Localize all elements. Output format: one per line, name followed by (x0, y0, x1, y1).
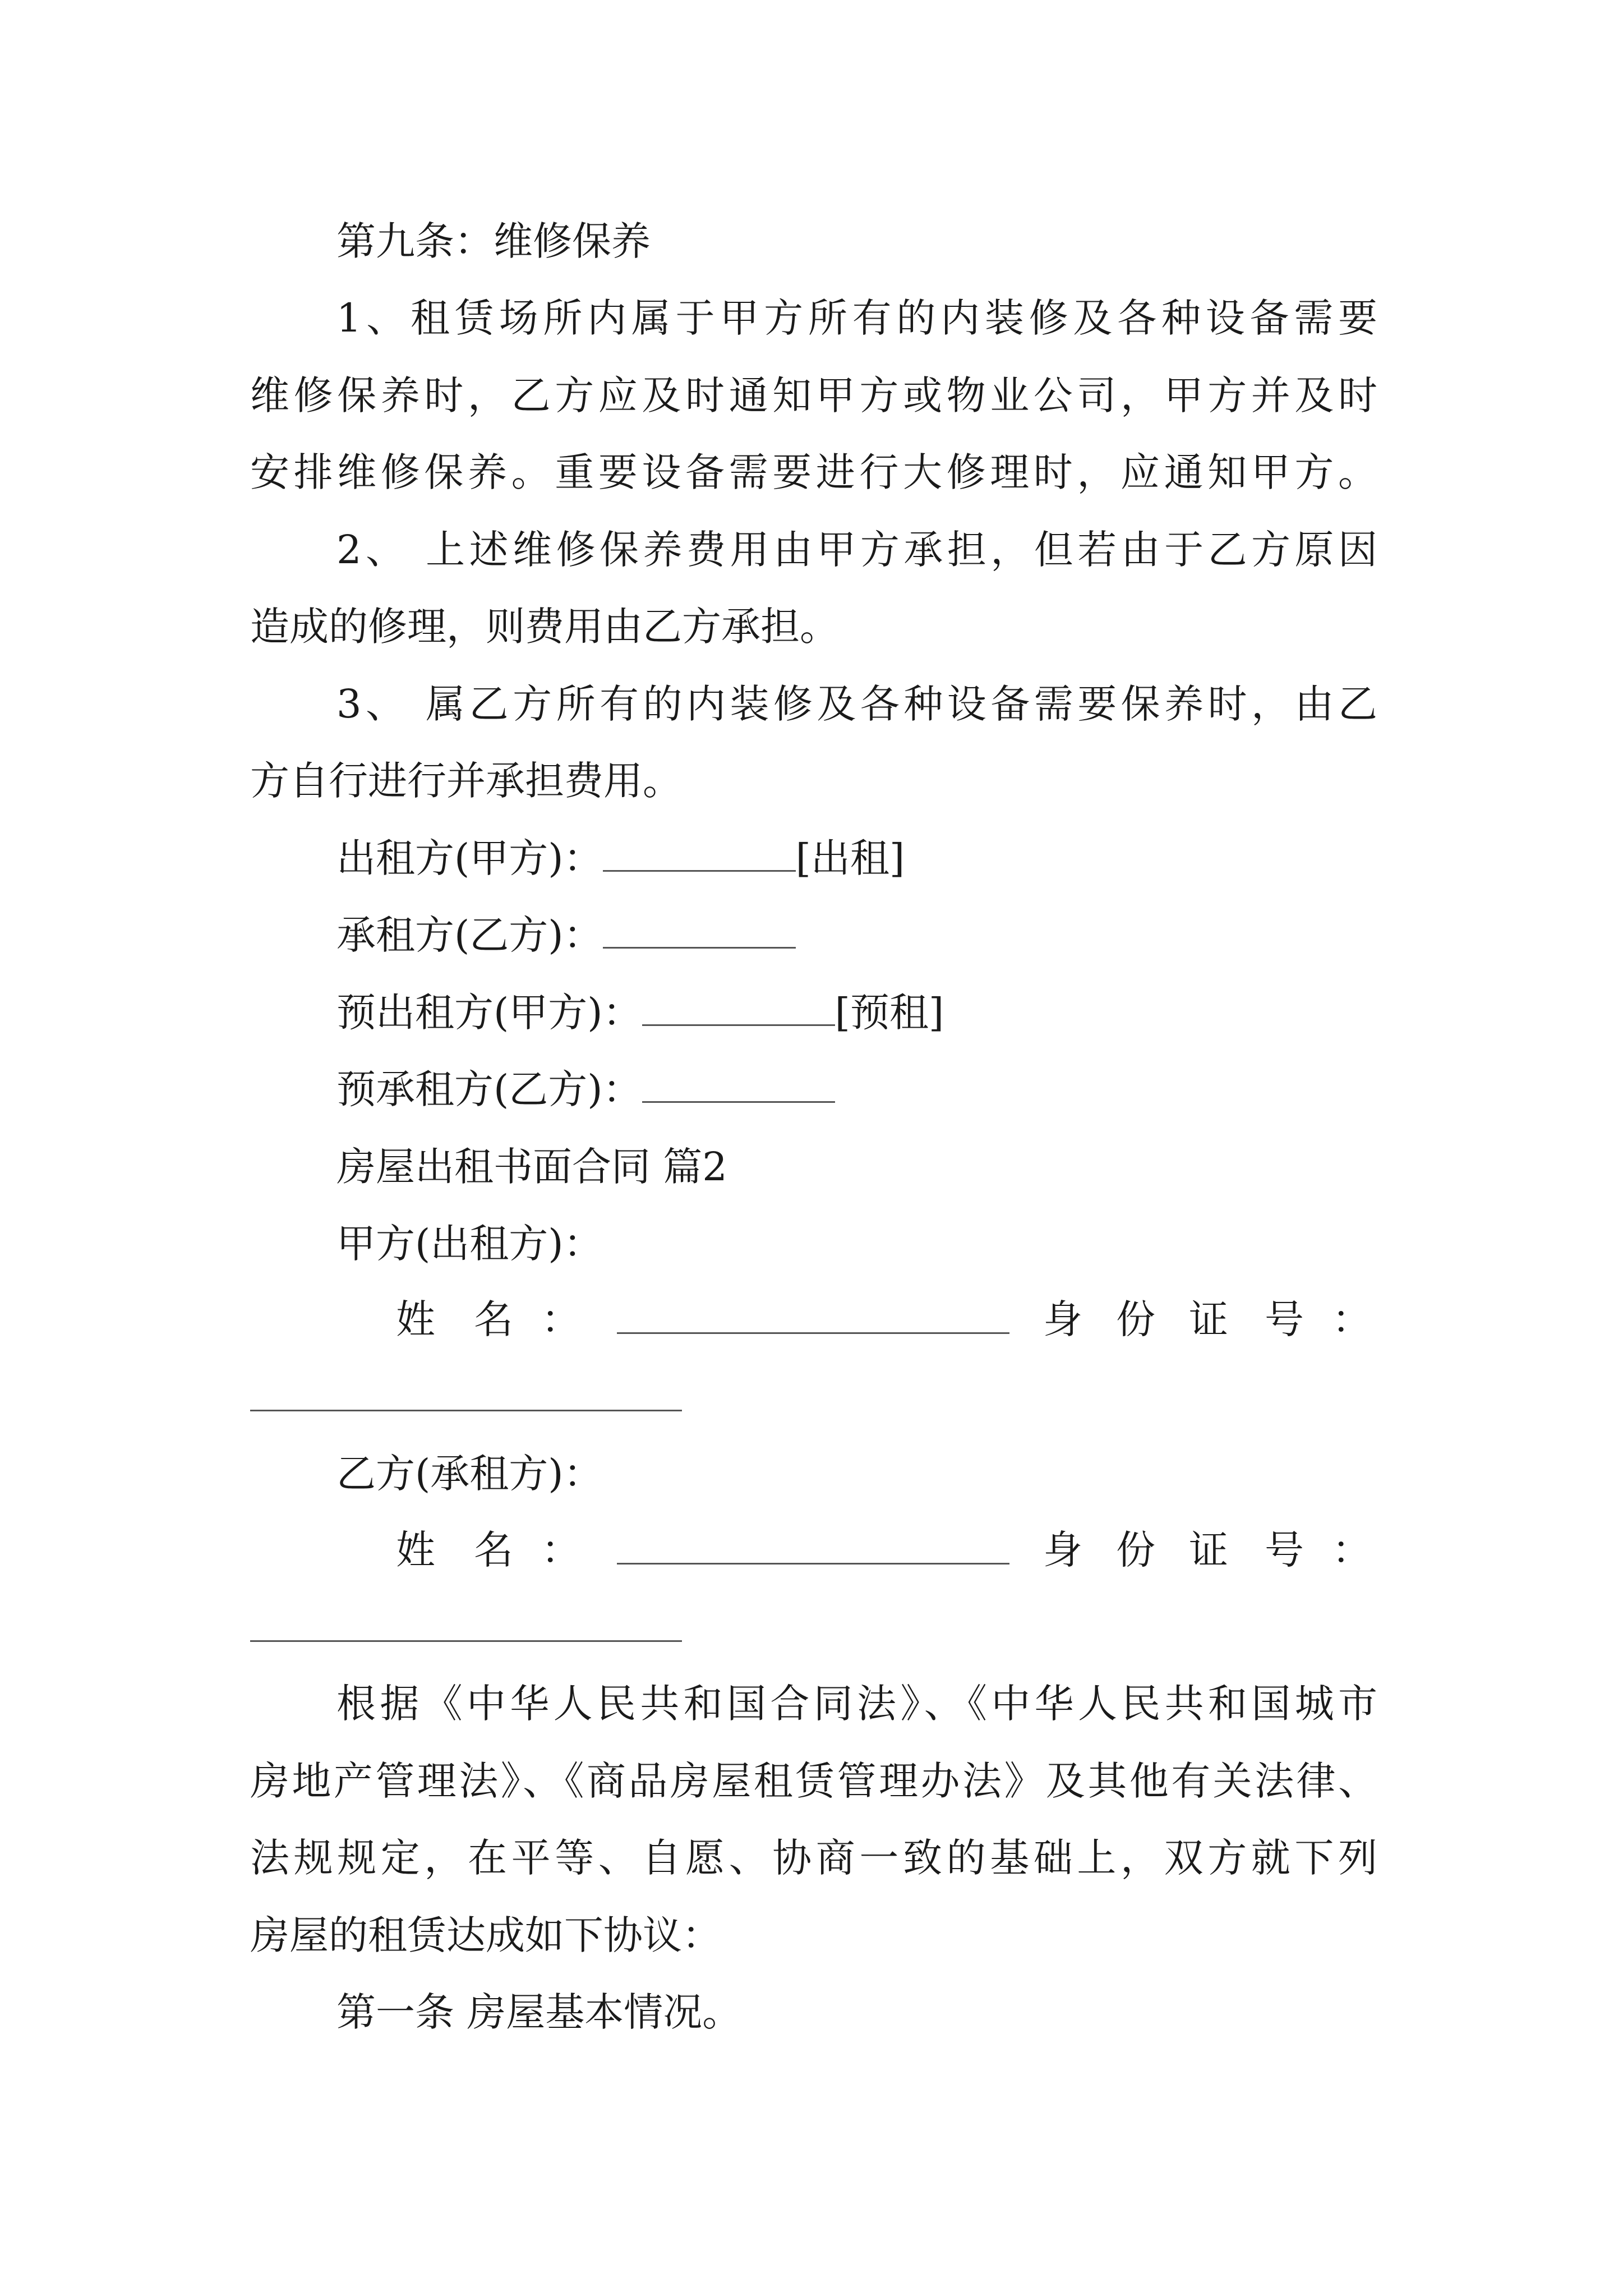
lessor-label: 出租方(甲方)： (336, 835, 603, 881)
id-char: ： (1332, 1527, 1371, 1573)
id-char: 身 (1043, 1527, 1082, 1573)
paragraph-line: 房屋的租赁达成如下协议： (250, 1912, 721, 1958)
name-char: 姓 (396, 1527, 435, 1573)
name-char: 名 (474, 1527, 513, 1573)
contract-title: 房屋出租书面合同 篇2 (336, 1144, 727, 1190)
lessee-label: 承租方(乙方)： (336, 912, 603, 958)
id-char: 证 (1189, 1527, 1228, 1573)
id-char: 份 (1116, 1527, 1155, 1573)
name-char: 姓 (396, 1296, 435, 1342)
party-b-label: 乙方(承租方)： (336, 1451, 603, 1497)
lessor-signature-line (336, 833, 905, 884)
name-char: ： (541, 1296, 580, 1342)
id-char: 份 (1116, 1296, 1155, 1342)
paragraph-line: 2、 上述维修保养费用由甲方承担，但若由于乙方原因 (336, 527, 1377, 573)
id-number-blank (250, 1640, 682, 1642)
id-char: 号 (1265, 1527, 1304, 1573)
pre-lessee-label: 预承租方(乙方)： (336, 1066, 642, 1112)
paragraph-line: 1、租赁场所内属于甲方所有的内装修及各种设备需要 (336, 295, 1377, 341)
paragraph-line: 维修保养时，乙方应及时通知甲方或物业公司，甲方并及时 (250, 372, 1377, 418)
paragraph-line: 法规规定，在平等、自愿、协商一致的基础上，双方就下列 (250, 1835, 1377, 1881)
id-char: 号 (1265, 1296, 1304, 1342)
lessee-signature-line (336, 910, 796, 960)
pre-lessee-signature-line (336, 1064, 835, 1115)
article-heading: 第一条 房屋基本情况。 (336, 1989, 742, 2035)
signature-blank (642, 1070, 835, 1103)
name-char: ： (541, 1527, 580, 1573)
party-a-label: 甲方(出租方)： (336, 1221, 603, 1267)
id-char: ： (1332, 1296, 1371, 1342)
id-char: 证 (1189, 1296, 1228, 1342)
paragraph-line: 房地产管理法》、《商品房屋租赁管理办法》及其他有关法律、 (250, 1758, 1377, 1804)
pre-lessor-label: 预出租方(甲方)： (336, 990, 642, 1036)
lessor-note: [出租] (795, 835, 905, 881)
pre-lessor-note: [预租] (834, 990, 944, 1036)
paragraph-line: 根据《中华人民共和国合同法》、《中华人民共和国城市 (336, 1681, 1377, 1727)
name-blank (617, 1563, 1009, 1565)
signature-blank (603, 915, 796, 949)
signature-blank (603, 839, 796, 872)
id-number-blank (250, 1410, 682, 1411)
id-char: 身 (1043, 1296, 1082, 1342)
name-char: 名 (474, 1296, 513, 1342)
paragraph-line: 造成的修理，则费用由乙方承担。 (250, 604, 839, 650)
paragraph-line: 方自行进行并承担费用。 (250, 758, 682, 804)
name-blank (617, 1332, 1009, 1334)
pre-lessor-signature-line (336, 987, 944, 1038)
paragraph-line: 安排维修保养。重要设备需要进行大修理时，应通知甲方。 (250, 449, 1377, 495)
signature-blank (642, 993, 835, 1026)
article-heading: 第九条：维修保养 (336, 218, 651, 264)
paragraph-line: 3、 属乙方所有的内装修及各种设备需要保养时，由乙 (336, 681, 1377, 727)
